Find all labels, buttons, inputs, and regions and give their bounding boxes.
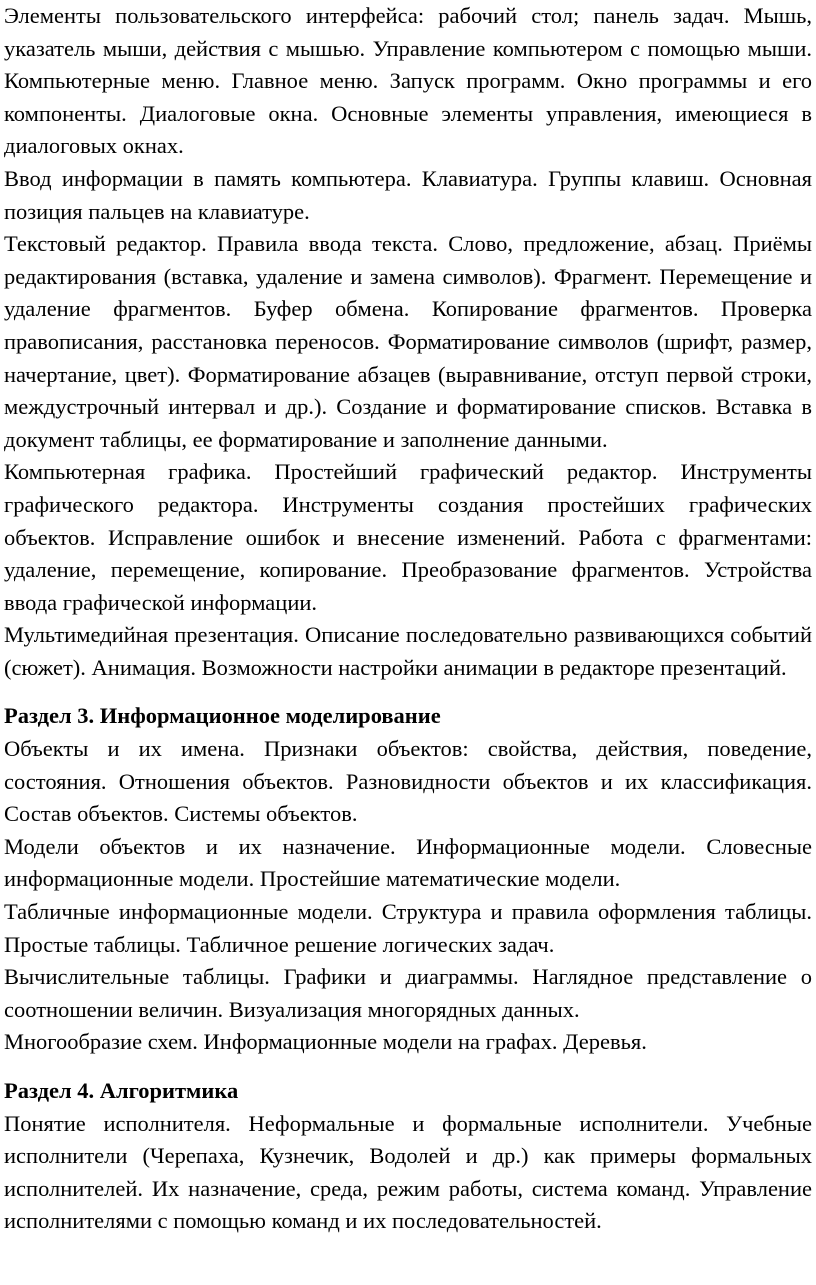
paragraph-keyboard-input: Ввод информации в память компьютера. Клавиатура. Группы клавиш. Основная позиция пальцев на клавиатуре. (4, 165, 812, 224)
paragraph-ui-elements: Элементы пользовательского интерфейса: рабочий стол; панель задач. Мышь, указатель мыши, действия с мышью. Управление компьютером с помощью мыши. Компьютерные меню. Главное меню. Запуск программ. Окно программы и его компоненты. Диалоговые окна. Основные элементы управления, имеющиеся в диалоговых окнах. (4, 3, 812, 159)
paragraph-table-models: Табличные информационные модели. Структура и правила оформления таблицы. Простые таблицы. Табличное решение логических задач. (4, 899, 812, 957)
paragraph-schemes-graphs: Многообразие схем. Информационные модели на графах. Деревья. (4, 1029, 647, 1055)
paragraph-object-models: Модели объектов и их назначение. Информационные модели. Словесные информационные модели. Простейшие математические модели. (4, 833, 812, 892)
paragraph-computer-graphics: Компьютерная графика. Простейший графический редактор. Инструменты графического редактора. Инструменты создания простейших графических объектов. Исправление ошибок и внесение изменений. Работа с фрагментами: удаление, перемещение, копирование. Преобразование фрагментов. Устройства ввода графической информации. (4, 459, 812, 615)
section-4-heading: Раздел 4. Алгоритмика (4, 1078, 239, 1103)
paragraph-objects: Объекты и их имена. Признаки объектов: свойства, действия, поведение, состояния. Отношения объектов. Разновидности объектов и их классификация. Состав объектов. Системы объектов. (4, 736, 812, 827)
paragraph-text-editor: Текстовый редактор. Правила ввода текста. Слово, предложение, абзац. Приёмы редактирования (вставка, удаление и замена символов). Фрагмент. Перемещение и удаление фрагментов. Буфер обмена. Копирование фрагментов. Проверка правописания, расстановка переносов. Форматирование символов (шрифт, размер, начертание, цвет). Форматирование абзацев (выравнивание, отступ первой строки, междустрочный интервал и др.). Создание и форматирование списков. Вставка в документ таблицы, ее форматирование и заполнение данными. (4, 231, 812, 452)
paragraph-executors: Понятие исполнителя. Неформальные и формальные исполнители. Учебные исполнители (Черепаха, Кузнечик, Водолей и др.) как примеры формальных исполнителей. Их назначение, среда, режим работы, система команд. Управление исполнителями с помощью команд и их последовательностей. (4, 1110, 812, 1234)
section-spacer (4, 1059, 812, 1075)
section-3-heading: Раздел 3. Информационное моделирование (4, 703, 441, 729)
paragraph-computational-tables: Вычислительные таблицы. Графики и диаграммы. Наглядное представление о соотношении величин. Визуализация многорядных данных. (4, 964, 812, 1022)
paragraph-multimedia-presentation: Мультимедийная презентация. Описание последовательно развивающихся событий (сюжет). Анимация. Возможности настройки анимации в редакторе презентаций. (4, 622, 812, 680)
section-spacer (4, 684, 812, 700)
